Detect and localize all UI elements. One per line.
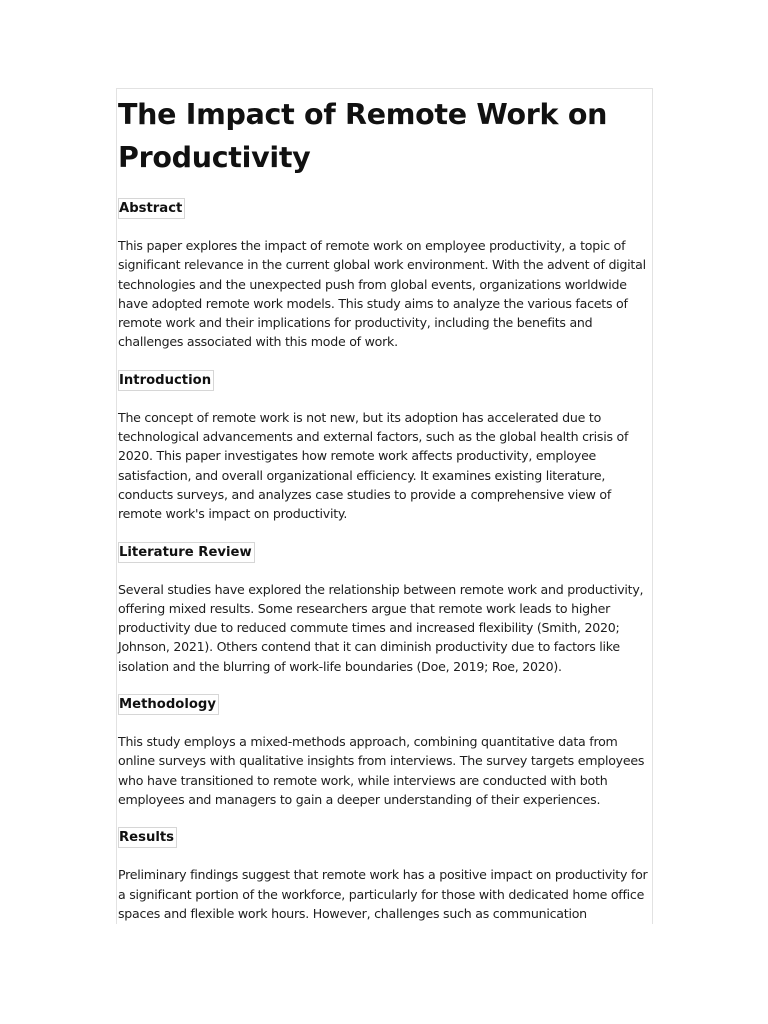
section-body-results: Preliminary findings suggest that remote work has a positive impact on productivity for a significant portion of the workforce, particularly for those with dedicated home office spaces and flexible work hours. However, challenges such as communication: [118, 867, 648, 921]
section-literature-review: [118, 541, 648, 676]
section-abstract: [118, 197, 648, 352]
document-title: The Impact of Remote Work on Productivity: [118, 98, 608, 174]
section-heading-methodology: Methodology: [118, 694, 219, 715]
document-page: [116, 88, 653, 924]
section-heading-literature-review: Literature Review: [118, 542, 255, 563]
section-heading-results: Results: [118, 827, 177, 848]
section-body-methodology: This study employs a mixed-methods approach, combining quantitative data from online surveys with qualitative insights from interviews. The survey targets employees who have transitioned to remote work, while interviews are conducted with both employees and managers to gain a deeper understanding of their experiences.: [118, 734, 645, 807]
section-methodology: [118, 693, 648, 809]
section-heading-introduction: Introduction: [118, 370, 214, 391]
section-heading-abstract: Abstract: [118, 198, 185, 219]
section-body-introduction: The concept of remote work is not new, but its adoption has accelerated due to technological advancements and external factors, such as the global health crisis of 2020. This paper investigates how remote work affects productivity, employee satisfaction, and overall organizational efficiency. It examines existing literature, conducts surveys, and analyzes case studies to provide a comprehensive view of remote work's impact on productivity.: [118, 409, 629, 522]
section-body-abstract: This paper explores the impact of remote work on employee productivity, a topic of significant relevance in the current global work environment. With the advent of digital technologies and the unexpected push from global events, organizations worldwide have adopted remote work models. This study aims to analyze the various facets of remote work and their implications for productivity, including the benefits and challenges associated with this mode of work.: [118, 238, 646, 350]
section-results: [118, 826, 648, 923]
document-content: [117, 93, 652, 923]
section-introduction: [118, 369, 648, 524]
section-body-literature-review: Several studies have explored the relationship between remote work and productivity, offering mixed results. Some researchers argue that remote work leads to higher productivity due to reduced commute times and increased flexibility (Smith, 2020; Johnson, 2021). Others contend that it can diminish productivity due to factors like isolation and the blurring of work-life boundaries (Doe, 2019; Roe, 2020).: [118, 581, 644, 674]
